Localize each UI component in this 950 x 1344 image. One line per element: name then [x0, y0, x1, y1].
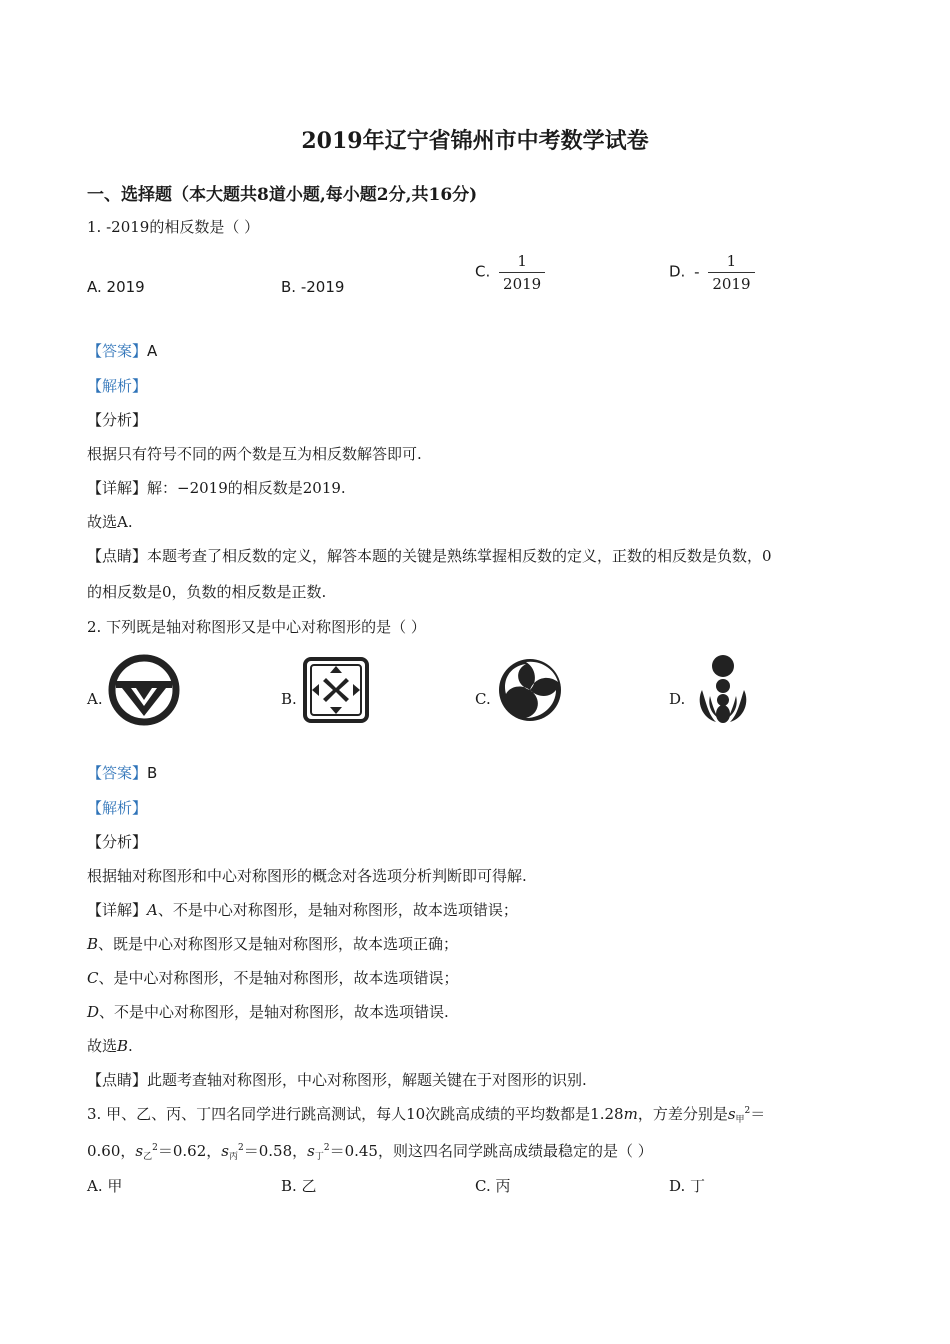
q2-choose-letter: B — [117, 1037, 129, 1055]
q3-line2-c: ＝0.58， — [243, 1142, 308, 1160]
q2-dianjing-text: 此题考查轴对称图形，中心对称图形，解题关键在于对图形的识别. — [147, 1071, 587, 1089]
q3-s-ding: s — [307, 1142, 315, 1160]
q3-option-c: C. 丙 — [475, 1177, 511, 1195]
page-title: 2019年辽宁省锦州市中考数学试卷 — [301, 128, 649, 154]
q1-answer-value: A — [147, 342, 158, 360]
q1-fenxi-text: 根据只有符号不同的两个数是互为相反数解答即可. — [87, 445, 422, 463]
q3-unit: m — [623, 1105, 638, 1123]
q1-option-c-numerator: 1 — [499, 252, 545, 273]
q2-detail-a-text: 、不是中心对称图形，是轴对称图形，故本选项错误； — [157, 901, 518, 919]
q2-choose — [87, 1035, 133, 1056]
q3-sub-jia: 甲 — [735, 1115, 745, 1125]
q1-detail-text: 解：−2019的相反数是2019. — [147, 479, 346, 497]
q2-detail-c-text: 、是中心对称图形，不是轴对称图形，故本选项错误； — [98, 969, 459, 987]
q1-stem: 1. -2019的相反数是（ ） — [87, 218, 260, 236]
q2-detail-c-letter: C — [87, 969, 99, 987]
q2-answer-tag: 【答案】 — [87, 764, 148, 782]
q2-detail-b-text: 、既是中心对称图形又是轴对称图形，故本选项正确； — [98, 935, 459, 953]
q2-detail-b — [87, 933, 458, 954]
q1-dianjing-tag: 【点睛】 — [87, 547, 148, 565]
q2-option-c-label: C. — [475, 690, 491, 708]
q3-stem-line1 — [87, 1103, 765, 1125]
q3-eq-jia: ＝ — [750, 1105, 766, 1123]
q1-option-d-numerator: 1 — [708, 252, 754, 273]
q1-fenxi-tag: 【分析】 — [87, 411, 148, 429]
q2-detail-tag: 【详解】 — [87, 901, 148, 919]
q1-option-c-fraction — [499, 252, 545, 293]
q1-option-c-label: C. — [475, 262, 491, 281]
section-heading: 一、选择题（本大题共8道小题,每小题2分,共16分) — [87, 185, 478, 205]
q1-dianjing-line2: 的相反数是0，负数的相反数是正数. — [87, 583, 327, 601]
q2-analysis-tag: 【解析】 — [87, 799, 148, 817]
q1-dianjing-line1 — [87, 545, 772, 566]
q3-line2-d: ＝0.45，则这四名同学跳高成绩最稳定的是（ ） — [329, 1142, 653, 1160]
q2-option-d-label: D. — [669, 690, 686, 708]
q2-detail-b-letter: B — [87, 935, 99, 953]
q3-s-bing: s — [221, 1142, 229, 1160]
q2-answer — [87, 762, 157, 783]
q2-dianjing — [87, 1069, 587, 1090]
q1-choose: 故选A. — [87, 513, 133, 531]
q2-option-a-label: A. — [87, 690, 103, 708]
q1-option-d-sign: - — [694, 262, 700, 281]
q1-answer-tag: 【答案】 — [87, 342, 148, 360]
q3-option-a: A. 甲 — [87, 1177, 123, 1195]
q2-detail-a-letter: A — [147, 901, 158, 919]
q2-detail-c — [87, 967, 459, 988]
q3-s-yi: s — [135, 1142, 144, 1160]
q1-detail — [87, 477, 346, 498]
q2-option-d-symbol-icon — [690, 652, 756, 726]
q1-option-c — [475, 252, 545, 293]
q2-fenxi-tag: 【分析】 — [87, 833, 148, 851]
q3-stem-mid: ，方差分别是 — [637, 1105, 728, 1123]
q1-option-b: B. -2019 — [281, 278, 345, 296]
q2-detail-d-text: 、不是中心对称图形，是轴对称图形，故本选项错误. — [99, 1003, 449, 1021]
q2-answer-value: B — [147, 764, 158, 782]
q2-choose-pre: 故选 — [87, 1037, 118, 1055]
q2-option-b-label: B. — [281, 690, 297, 708]
q3-sub-bing: 丙 — [228, 1152, 238, 1162]
q3-line2-a: 0.60， — [87, 1142, 136, 1160]
q1-option-d-label: D. — [669, 262, 686, 281]
q1-analysis-tag: 【解析】 — [87, 377, 148, 395]
q2-detail-d-letter: D — [87, 1003, 100, 1021]
q3-option-d: D. 丁 — [669, 1177, 706, 1195]
q3-line2-b: ＝0.62， — [157, 1142, 222, 1160]
q1-dianjing-text1: 本题考查了相反数的定义，解答本题的关键是熟练掌握相反数的定义，正数的相反数是负数，0 — [147, 547, 772, 565]
q2-detail-d — [87, 1001, 449, 1022]
q2-stem: 2. 下列既是轴对称图形又是中心对称图形的是（ ） — [87, 618, 426, 636]
q2-option-b-symbol-icon — [302, 656, 370, 724]
q3-sub-ding: 丁 — [314, 1152, 324, 1162]
q1-option-d — [669, 252, 755, 293]
q3-s-jia: s — [727, 1105, 736, 1123]
q3-stem-line2 — [87, 1140, 653, 1162]
q3-sub-yi: 乙 — [143, 1152, 153, 1162]
q3-stem-pre: 3. 甲、乙、丙、丁四名同学进行跳高测试，每人10次跳高成绩的平均数都是1.28 — [87, 1105, 624, 1123]
q3-sq-jia: 2 — [744, 1106, 751, 1116]
q2-fenxi-text: 根据轴对称图形和中心对称图形的概念对各选项分析判断即可得解. — [87, 867, 527, 885]
q2-option-c-symbol-icon — [496, 656, 564, 724]
q3-option-b: B. 乙 — [281, 1177, 317, 1195]
q2-dianjing-tag: 【点睛】 — [87, 1071, 148, 1089]
q3-sq-ding: 2 — [323, 1143, 330, 1153]
q3-sq-bing: 2 — [237, 1143, 244, 1153]
q1-option-a: A. 2019 — [87, 278, 145, 296]
q1-option-c-denominator: 2019 — [503, 275, 542, 293]
q1-option-d-denominator: 2019 — [712, 275, 751, 293]
q2-choose-post: . — [128, 1037, 133, 1055]
q1-option-d-fraction — [708, 252, 754, 293]
q3-sq-yi: 2 — [152, 1143, 158, 1153]
q1-answer — [87, 340, 157, 361]
q1-detail-tag: 【详解】 — [87, 479, 148, 497]
q2-option-a-symbol-icon — [108, 654, 180, 726]
q2-detail-a — [87, 899, 518, 920]
